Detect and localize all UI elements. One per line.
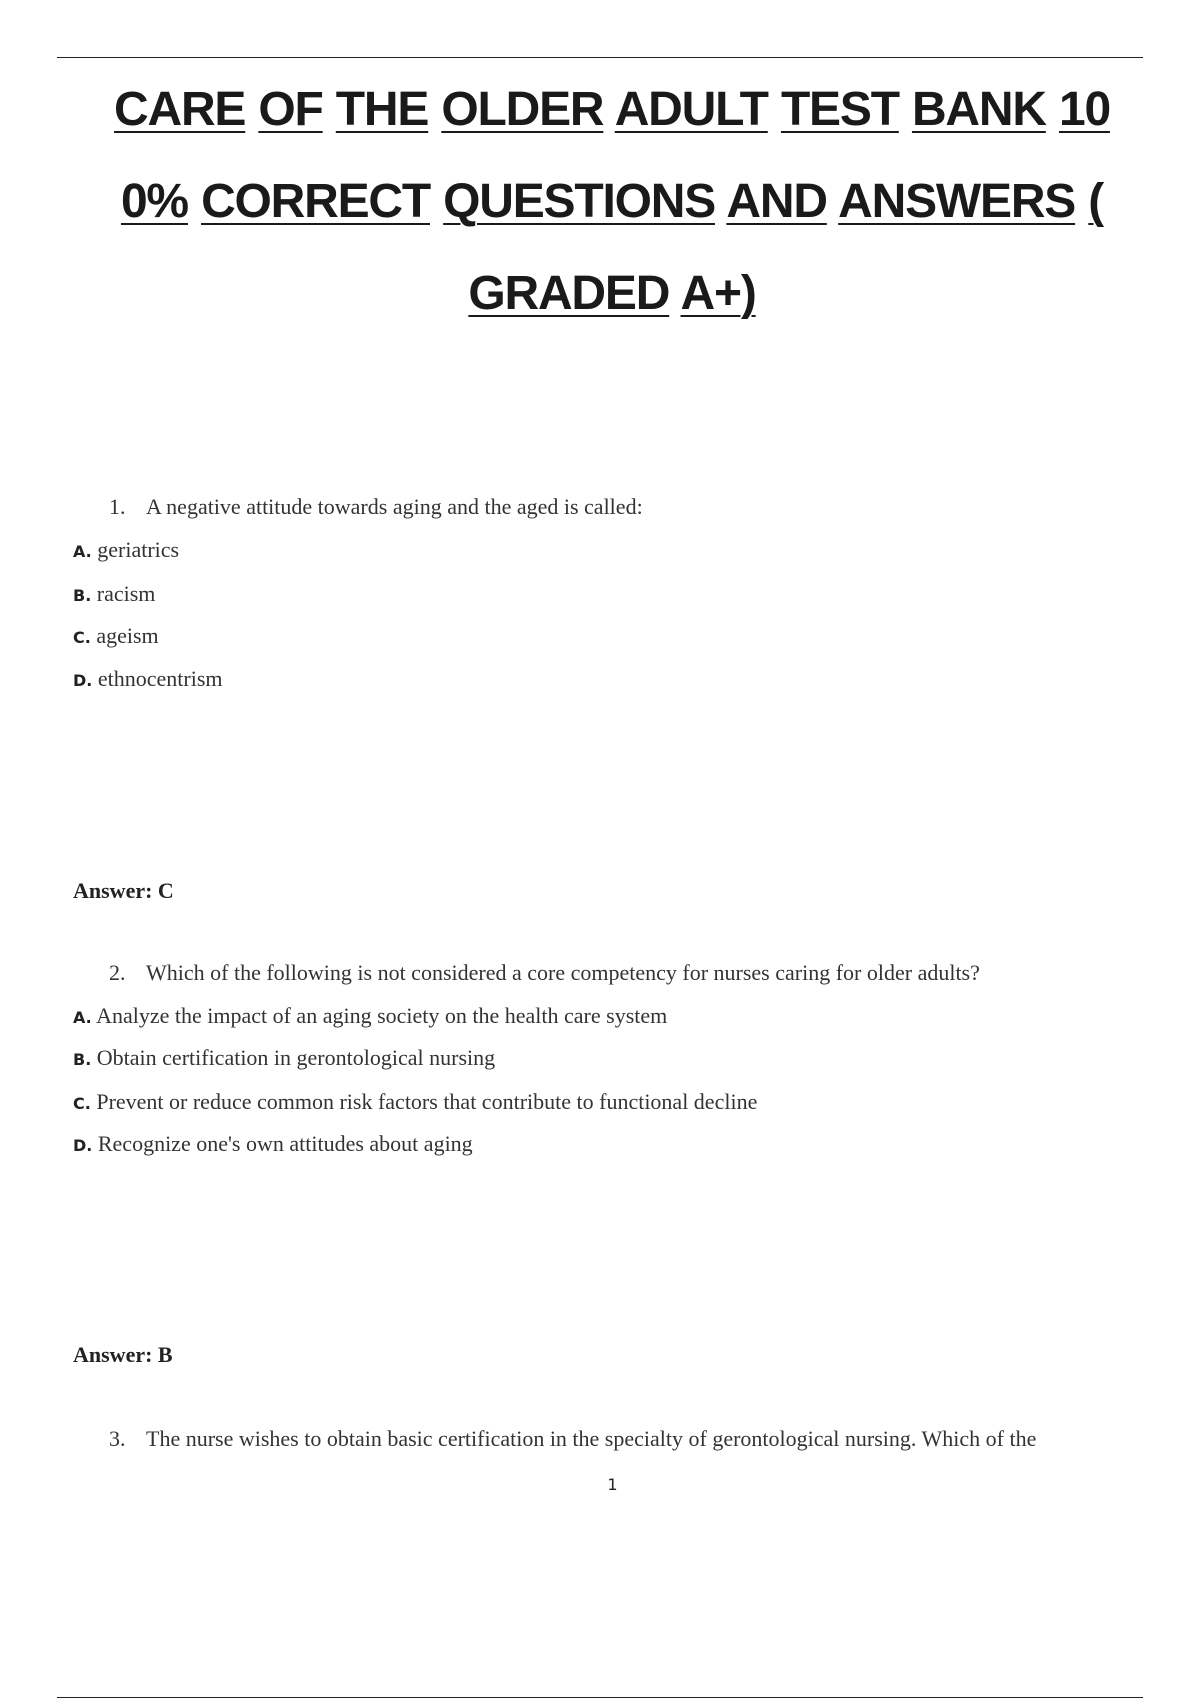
option-d <box>73 1130 473 1160</box>
option-letter: B. <box>73 586 92 605</box>
option-letter: C. <box>73 1094 91 1113</box>
title-word: 0% <box>120 175 188 228</box>
option-b <box>73 1044 495 1074</box>
title-line-2 <box>60 156 1164 248</box>
option-text: Analyze the impact of an aging society on the health care system <box>96 1003 668 1028</box>
option-text: racism <box>96 581 156 606</box>
page-number: 1 <box>607 1475 618 1494</box>
title-word: CORRECT <box>201 175 430 228</box>
title-line-1 <box>60 64 1164 156</box>
question-prompt: The nurse wishes to obtain basic certification in the specialty of gerontological nursing. Which of the <box>146 1426 1037 1451</box>
answer-1: Answer: C <box>73 878 174 903</box>
title-word: GRADED <box>468 267 670 320</box>
option-c <box>73 1088 757 1118</box>
title-word: THE <box>335 83 429 136</box>
question-number: 2. <box>109 960 126 985</box>
top-rule <box>57 57 1143 58</box>
question-text <box>109 1425 1036 1453</box>
option-d <box>73 665 223 695</box>
option-letter: A. <box>73 542 92 561</box>
title-word: A+) <box>680 267 756 320</box>
option-text: ageism <box>96 623 159 648</box>
question-number: 3. <box>109 1426 126 1451</box>
question-number: 1. <box>109 494 126 519</box>
option-letter: C. <box>73 628 91 647</box>
option-letter: A. <box>73 1008 92 1027</box>
option-a <box>73 1002 667 1032</box>
bottom-rule <box>57 1697 1143 1698</box>
title-word: AND <box>726 175 827 228</box>
option-c <box>73 622 159 652</box>
question-text <box>109 493 643 521</box>
option-text: Recognize one's own attitudes about aging <box>97 1131 473 1156</box>
question-prompt: A negative attitude towards aging and the aged is called: <box>146 494 643 519</box>
title-word: OF <box>258 83 323 136</box>
answer-2: Answer: B <box>73 1342 173 1367</box>
option-text: ethnocentrism <box>97 666 223 691</box>
title-word: TEST <box>780 83 899 136</box>
title-word: QUESTIONS <box>443 175 716 228</box>
option-letter: B. <box>73 1050 92 1069</box>
title-word: 10 <box>1058 83 1110 136</box>
option-text: Obtain certification in gerontological nursing <box>96 1045 496 1070</box>
question-prompt: Which of the following is not considered a core competency for nurses caring for older adults? <box>146 960 980 985</box>
title-line-3 <box>60 248 1164 340</box>
option-b <box>73 580 155 610</box>
title-word: ANSWERS <box>838 175 1076 228</box>
title-word: BANK <box>911 83 1046 136</box>
title-word: OLDER <box>441 83 604 136</box>
document-title <box>60 64 1164 340</box>
question-text <box>109 959 980 987</box>
option-text: geriatrics <box>97 537 180 562</box>
title-word: ADULT <box>614 83 768 136</box>
option-letter: D. <box>73 1136 93 1155</box>
title-word: CARE <box>114 83 246 136</box>
option-letter: D. <box>73 671 93 690</box>
option-text: Prevent or reduce common risk factors that contribute to functional decline <box>96 1089 758 1114</box>
title-word: ( <box>1088 175 1104 228</box>
option-a <box>73 536 179 566</box>
